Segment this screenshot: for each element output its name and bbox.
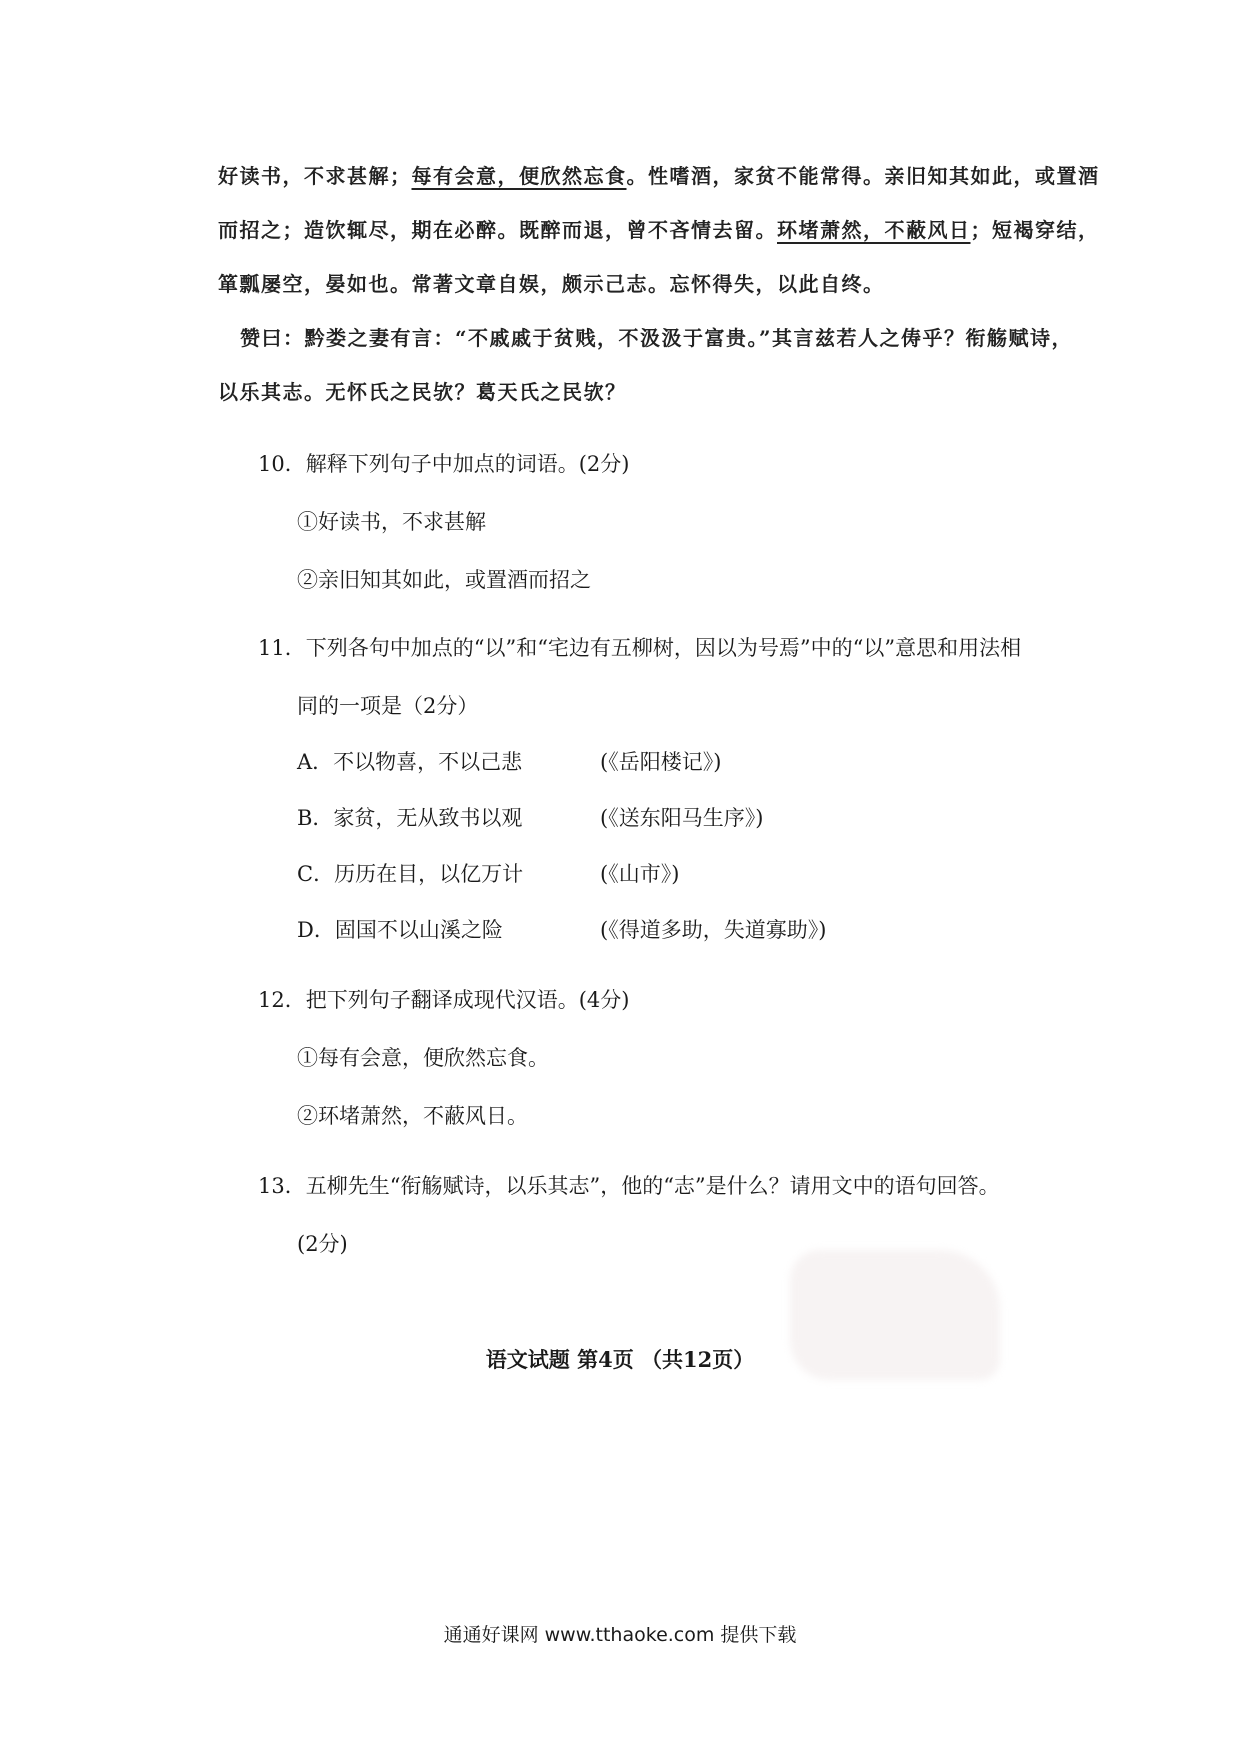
question-12-item-2: ②环堵萧然，不蔽风日。 <box>297 1104 528 1128</box>
option-text: D．固国不以山溪之险 <box>297 918 503 942</box>
option-d <box>297 914 503 944</box>
page-footer: 语文试题 第4页 （共12页） <box>485 1347 755 1372</box>
option-a <box>297 746 522 776</box>
question-10-item-2: ②亲旧知其如此，或置酒而招之 <box>297 568 591 592</box>
passage-text: 好读书，不求甚解； <box>218 164 412 188</box>
passage-line-3: 箪瓢屡空，晏如也。常著文章自娱，颇示己志。忘怀得失，以此自终。 <box>218 272 885 296</box>
option-a-source: (《岳阳楼记》) <box>600 750 722 774</box>
underlined-sentence: 每有会意，便欣然忘食 <box>411 164 627 188</box>
question-11-stem-cont: 同的一项是（2分） <box>297 694 479 718</box>
question-11-stem: 11．下列各句中加点的“以”和“宅边有五柳树，因以为号焉”中的“以”意思和用法相 <box>258 636 1022 660</box>
underlined-sentence: 环堵萧然，不蔽风日 <box>777 218 971 242</box>
option-d-source: (《得道多助，失道寡助》) <box>600 918 827 942</box>
site-watermark: 通通好课网 www.tthaoke.com 提供下载 <box>443 1624 797 1646</box>
question-10-item-1: ①好读书，不求甚解 <box>297 510 486 534</box>
passage-text: 而招之；造饮辄尽，期在必醉。既醉而退，曾不吝情去留。 <box>218 218 777 242</box>
option-b <box>297 802 522 832</box>
option-text: B．家贫，无从致书以观 <box>297 806 523 830</box>
question-10-stem: 10．解释下列句子中加点的词语。(2分) <box>258 452 630 476</box>
question-13-score: (2分) <box>297 1232 348 1256</box>
question-12-stem: 12．把下列句子翻译成现代汉语。(4分) <box>258 988 630 1012</box>
option-text: A．不以物喜，不以己悲 <box>297 750 523 774</box>
question-13-stem: 13．五柳先生“衔觞赋诗，以乐其志”，他的“志”是什么？请用文中的语句回答。 <box>258 1174 1000 1198</box>
passage-text: ；短褐穿结， <box>970 218 1100 242</box>
question-12-item-1: ①每有会意，便欣然忘食。 <box>297 1046 549 1070</box>
option-c-source: (《山市》) <box>600 862 680 886</box>
passage-text: 。性嗜酒，家贫不能常得。亲旧知其如此，或置酒 <box>626 164 1100 188</box>
passage-line-1 <box>218 160 1100 189</box>
option-c <box>297 858 523 888</box>
option-text: C．历历在目，以亿万计 <box>297 862 524 886</box>
passage-line-2 <box>218 214 1100 243</box>
passage-line-4: 赞曰：黔娄之妻有言：“不戚戚于贫贱，不汲汲于富贵。”其言兹若人之俦乎？衔觞赋诗， <box>240 326 1074 350</box>
option-b-source: (《送东阳马生序》) <box>600 806 764 830</box>
passage-line-5: 以乐其志。无怀氏之民欤？葛天氏之民欤？ <box>218 380 627 404</box>
